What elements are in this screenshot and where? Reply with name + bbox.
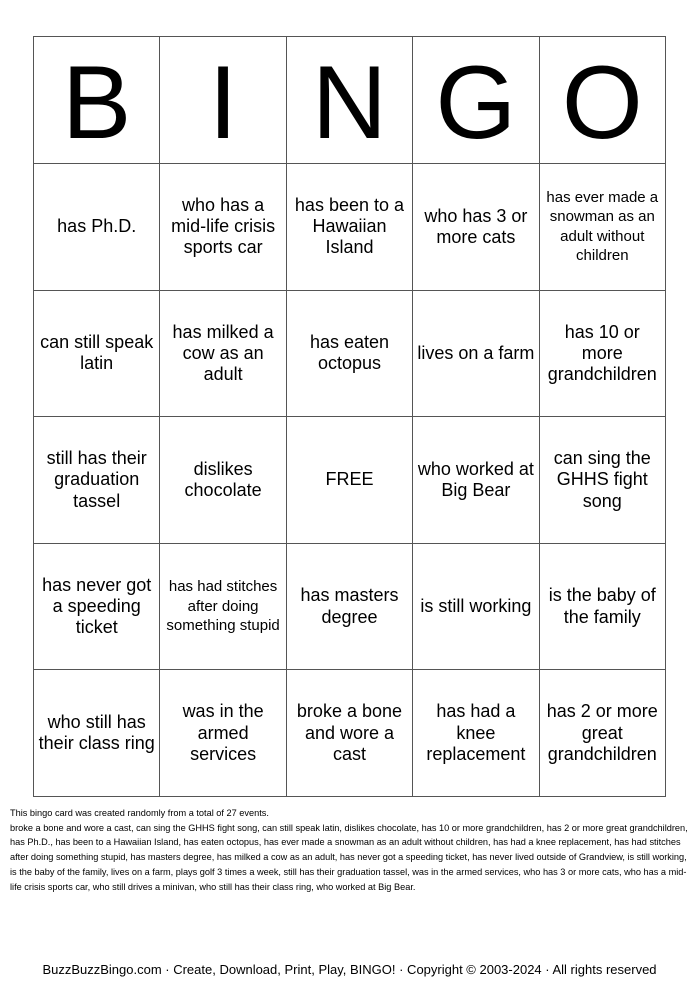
page-footer: BuzzBuzzBingo.com · Create, Download, Print, Play, BINGO! · Copyright © 2003-2024 · All rights reserved: [42, 962, 657, 977]
bingo-cell: who has 3 or more cats: [413, 164, 539, 291]
bingo-cell: has had a knee replacement: [413, 670, 539, 797]
bingo-cell: has Ph.D.: [34, 164, 160, 291]
header-letter-b: B: [34, 37, 160, 164]
bingo-cell: can still speak latin: [34, 290, 160, 417]
bingo-cell: has ever made a snowman as an adult without children: [539, 164, 665, 291]
header-letter-o: O: [539, 37, 665, 164]
card-info-events: broke a bone and wore a cast, can sing the GHHS fight song, can still speak latin, dislikes chocolate, has 10 or more grandchildren, has 2 or more great grandchildren, has Ph.D., has been to a Hawaiian Island, has eaten octopus, has ever made a snowman as an adult without children, has had a knee replacement, has had stitches after doing something stupid, has masters degree, has milked a cow as an adult, has never got a speeding ticket, has never lived outside of Grandview, is still working, is the baby of the family, lives on a farm, plays golf 3 times a week, still has their graduation tassel, was in the armed services, who has 3 or more cats, who has a mid-life crisis sports car, who still drives a minivan, who still has their class ring, who worked at Big Bear.: [10, 822, 688, 892]
bingo-cell: broke a bone and wore a cast: [286, 670, 412, 797]
bingo-row: [34, 543, 666, 670]
bingo-card: [33, 36, 666, 797]
bingo-cell: has masters degree: [286, 543, 412, 670]
bingo-cell: was in the armed services: [160, 670, 286, 797]
bingo-cell: is the baby of the family: [539, 543, 665, 670]
bingo-cell: has had stitches after doing something stupid: [160, 543, 286, 670]
bingo-cell: who has a mid-life crisis sports car: [160, 164, 286, 291]
bingo-cell: has been to a Hawaiian Island: [286, 164, 412, 291]
bingo-row: [34, 670, 666, 797]
bingo-cell: has milked a cow as an adult: [160, 290, 286, 417]
bingo-cell: has 10 or more grandchildren: [539, 290, 665, 417]
bingo-row: [34, 417, 666, 544]
card-info-intro: This bingo card was created randomly from a total of 27 events.: [10, 808, 269, 818]
header-letter-g: G: [413, 37, 539, 164]
free-space-cell: FREE: [286, 417, 412, 544]
card-info: [10, 806, 690, 894]
bingo-cell: has never got a speeding ticket: [34, 543, 160, 670]
bingo-cell: is still working: [413, 543, 539, 670]
header-letter-n: N: [286, 37, 412, 164]
bingo-cell: who worked at Big Bear: [413, 417, 539, 544]
bingo-row: [34, 164, 666, 291]
bingo-cell: still has their graduation tassel: [34, 417, 160, 544]
bingo-header-row: [34, 37, 666, 164]
bingo-row: [34, 290, 666, 417]
bingo-cell: has 2 or more great grandchildren: [539, 670, 665, 797]
bingo-cell: dislikes chocolate: [160, 417, 286, 544]
bingo-cell: has eaten octopus: [286, 290, 412, 417]
bingo-cell: lives on a farm: [413, 290, 539, 417]
bingo-cell: can sing the GHHS fight song: [539, 417, 665, 544]
header-letter-i: I: [160, 37, 286, 164]
bingo-cell: who still has their class ring: [34, 670, 160, 797]
